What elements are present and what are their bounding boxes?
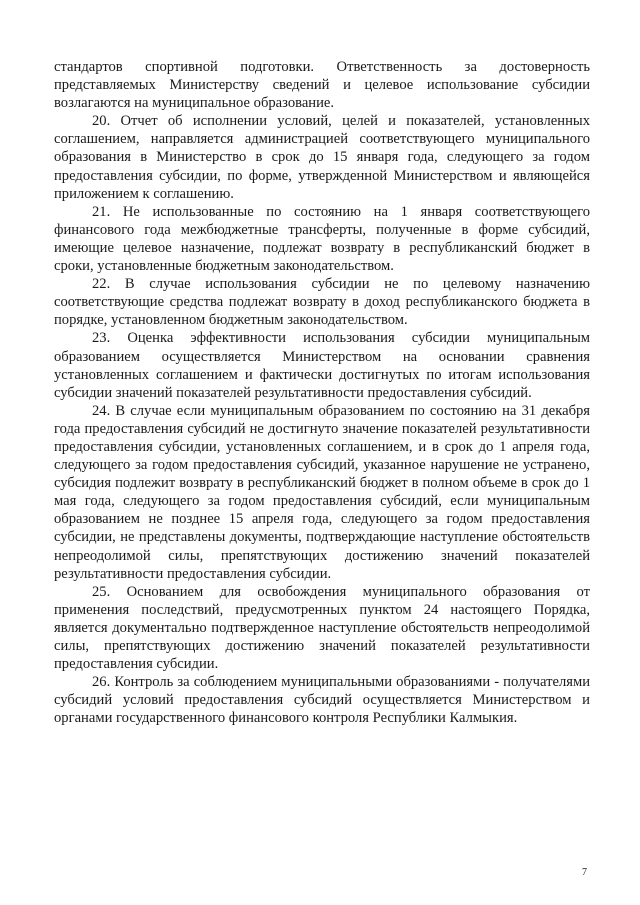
paragraph-item-20: 20. Отчет об исполнении условий, целей и показателей, установленных соглашением, направляется администрацией соответствующего муниципального образования в Министерство в срок до 15 января года, следующего за годом предоставления субсидии, по форме, утвержденной Министерством и являющейся приложением к соглашению. (54, 113, 590, 202)
paragraph-item-22: 22. В случае использования субсидии не по целевому назначению соответствующие средства подлежат возврату в доход республиканского бюджета в порядке, установленном бюджетным законодательством. (54, 276, 590, 329)
paragraph-continuation: стандартов спортивной подготовки. Ответственность за достоверность представляемых Министерству сведений и целевое использование субсидии возлагаются на муниципальное образование. (54, 59, 590, 112)
paragraph-item-26: 26. Контроль за соблюдением муниципальными образованиями - получателями субсидий условий предоставления субсидий осуществляется Министерством и органами государственного финансового контроля Республики Калмыкия. (54, 674, 590, 727)
document-body (54, 58, 590, 727)
paragraph-item-24: 24. В случае если муниципальным образованием по состоянию на 31 декабря года предоставления субсидий не достигнуто значение показателей результативности предоставления субсидии, установленных соглашением, и в срок до 1 апреля года, следующего за годом предоставления субсидий, указанное нарушение не устранено, субсидия подлежит возврату в республиканский бюджет в полном объеме в срок до 1 мая года, следующего за годом предоставления субсидий, если муниципальным образованием не позднее 15 апреля года, следующего за годом предоставления субсидии, не представлены документы, подтверждающие наступление обстоятельств непреодолимой силы, препятствующих достижению значений показателей результативности предоставления субсидии. (54, 402, 590, 582)
paragraph-item-21: 21. Не использованные по состоянию на 1 января соответствующего финансового года межбюджетные трансферты, полученные в форме субсидий, имеющие целевое назначение, подлежат возврату в республиканский бюджет в сроки, установленные бюджетным законодательством. (54, 203, 590, 275)
paragraph-item-23: 23. Оценка эффективности использования субсидии муниципальным образованием осуществляется Министерством на основании сравнения установленных соглашением и фактически достигнутых по итогам использования субсидии значений показателей результативности предоставления субсидий. (54, 330, 590, 401)
paragraph-item-25: 25. Основанием для освобождения муниципального образования от применения последствий, предусмотренных пунктом 24 настоящего Порядка, является документально подтвержденное наступление обстоятельств непреодолимой силы, препятствующих достижению значений показателей результативности предоставления субсидии. (54, 583, 590, 673)
page-number: 7 (582, 867, 587, 878)
